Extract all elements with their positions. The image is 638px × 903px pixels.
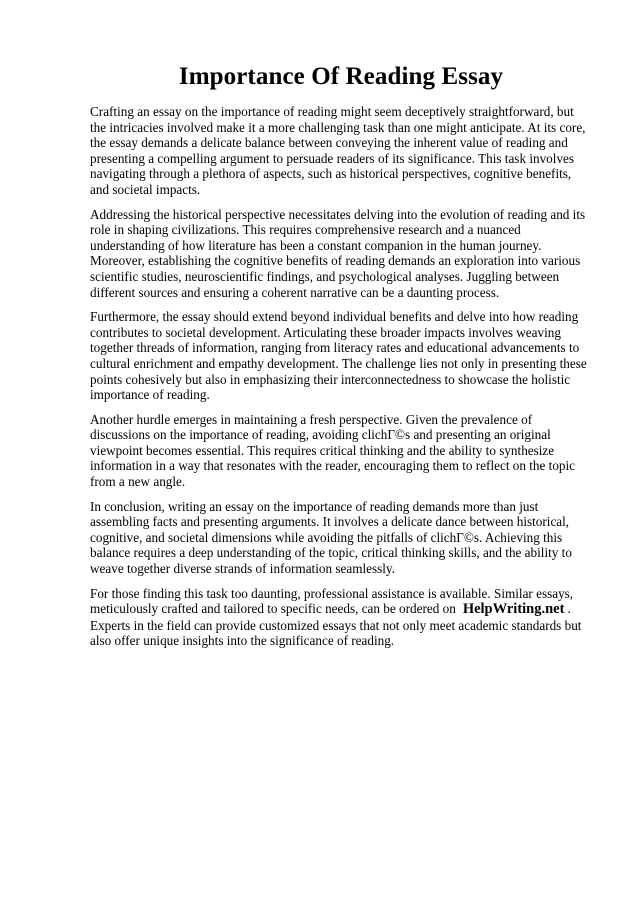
paragraph-societal: Furthermore, the essay should extend beyond individual benefits and delve into how reading contributes to societal development. Articulating these broader impacts involves weaving together threads of information, ranging from literacy rates and educational advancements to cultural enrichment and empathy development. The challenge lies not only in presenting these points cohesively but also in emphasizing their interconnectedness to showcase the holistic importance of reading.	[90, 309, 587, 403]
paragraph-conclusion: In conclusion, writing an essay on the importance of reading demands more than just assembling facts and presenting arguments. It involves a delicate dance between historical, cognitive, and societal dimensions while avoiding the pitfalls of clichГ©s. Achieving this balance requires a deep understanding of the topic, critical thinking skills, and the ability to weave together diverse strands of information seamlessly.	[90, 498, 572, 577]
paragraph-historical: Addressing the historical perspective necessitates delving into the evolution of reading and its role in shaping civilizations. This requires comprehensive research and a nuanced understanding of how literature has been a constant companion in the human journey. Moreover, establishing the cognitive benefits of reading demands an exploration into various scientific studies, neuroscientific findings, and psychological analyses. Juggling between different sources and ensuring a coherent narrative can be a daunting process.	[90, 206, 586, 300]
helpwriting-link[interactable]: HelpWriting.net	[462, 601, 565, 618]
assistance-text-before: For those finding this task too daunting, professional assistance is available. Similar essays, meticulously crafted and tailored to specific needs, can be ordered on	[90, 585, 574, 617]
paragraph-perspective: Another hurdle emerges in maintaining a fresh perspective. Given the prevalence of discussions on the importance of reading, avoiding clichГ©s and presenting an original viewpoint becomes essential. This requires critical thinking and the ability to synthesize information in a way that resonates with the reader, encouraging them to reflect on the topic from a new angle.	[90, 411, 576, 490]
document-title: Importance Of Reading Essay	[178, 63, 504, 90]
paragraph-intro: Crafting an essay on the importance of reading might seem deceptively straightforward, but the intricacies involved make it a more challenging task than one might anticipate. At its core, the essay demands a delicate balance between conveying the inherent value of reading and presenting a compelling argument to persuade readers of its significance. This task involves navigating through a plethora of aspects, such as historical perspectives, cognitive benefits, and societal impacts.	[90, 104, 586, 197]
paragraph-assistance	[90, 586, 592, 649]
assistance-text-after: . Experts in the field can provide customized essays that not only meet academic standards but also offer unique insights into the significance of reading.	[90, 601, 582, 649]
